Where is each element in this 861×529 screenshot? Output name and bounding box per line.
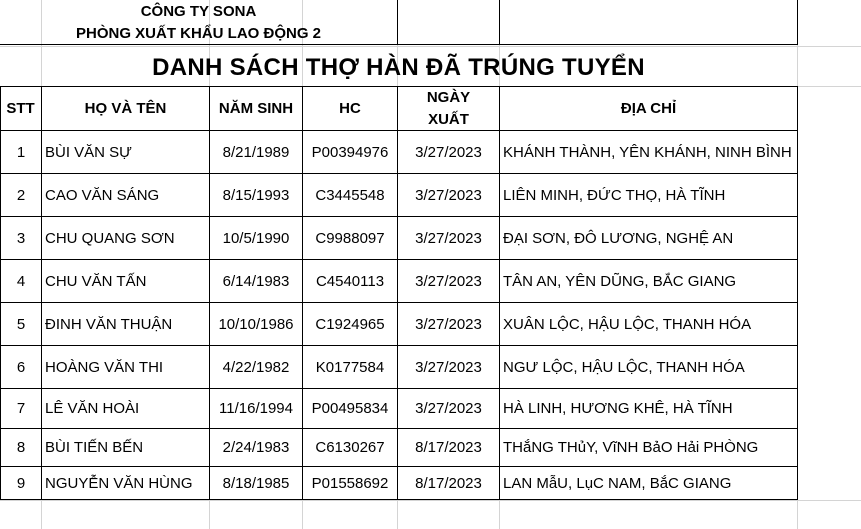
header-stt: STT [6, 99, 35, 117]
header-exit-date-line1: NGÀY [426, 88, 471, 106]
cell-stt: 5 [16, 315, 26, 333]
cell-address: LAN MẫU, LụC NAM, BắC GIANG [503, 474, 732, 492]
cell-birth: 10/10/1986 [218, 315, 294, 333]
cell-hc: C9988097 [315, 229, 385, 247]
cell-name: CAO VĂN SÁNG [45, 186, 160, 204]
cell-hc: K0177584 [315, 358, 385, 376]
cell-birth: 10/5/1990 [222, 229, 290, 247]
cell-stt: 2 [16, 186, 26, 204]
company-name: CÔNG TY SONA [140, 2, 257, 20]
cell-address: THắNG THủY, VĩNH BảO Hải PHÒNG [503, 439, 759, 456]
cell-address: ĐẠI SƠN, ĐÔ LƯƠNG, NGHỆ AN [503, 229, 734, 247]
cell-birth: 8/18/1985 [222, 474, 290, 492]
cell-name: BÙI VĂN SỰ [45, 143, 132, 161]
cell-hc: C3445548 [315, 186, 385, 204]
header-exit-date-line2: XUẤT [428, 110, 469, 128]
cell-stt: 1 [16, 143, 26, 161]
cell-name: HOÀNG VĂN THI [45, 358, 164, 376]
header-exit-date [398, 87, 499, 130]
cell-exit-date: 8/17/2023 [415, 439, 482, 456]
border-line [499, 0, 500, 45]
cell-name: NGUYỄN VĂN HÙNG [45, 474, 193, 492]
cell-exit-date: 3/27/2023 [415, 143, 482, 161]
cell-exit-date: 3/27/2023 [415, 400, 482, 417]
page-title: DANH SÁCH THỢ HÀN ĐÃ TRÚNG TUYỂN [152, 54, 645, 81]
header-address: ĐỊA CHỈ [620, 99, 677, 117]
cell-hc: P00394976 [311, 143, 389, 161]
gridline-horizontal [0, 46, 861, 47]
cell-name: ĐINH VĂN THUẬN [45, 315, 173, 333]
cell-hc: C1924965 [315, 315, 385, 333]
border-line [0, 499, 798, 500]
border-line [797, 86, 798, 500]
cell-hc: C4540113 [315, 272, 385, 290]
border-line [397, 0, 398, 45]
cell-birth: 2/24/1983 [222, 439, 290, 456]
cell-exit-date: 3/27/2023 [415, 315, 482, 333]
cell-stt: 8 [16, 439, 26, 456]
cell-address: KHÁNH THÀNH, YÊN KHÁNH, NINH BÌNH [503, 143, 792, 161]
border-line [797, 0, 798, 45]
cell-birth: 8/15/1993 [222, 186, 290, 204]
cell-address: LIÊN MINH, ĐỨC THỌ, HÀ TĨNH [503, 186, 726, 204]
cell-stt: 6 [16, 358, 26, 376]
gridline-horizontal [0, 500, 861, 501]
cell-name: CHU QUANG SƠN [45, 229, 175, 247]
cell-birth: 4/22/1982 [222, 358, 290, 376]
cell-exit-date: 3/27/2023 [415, 272, 482, 290]
cell-hc: C6130267 [315, 439, 385, 456]
cell-birth: 6/14/1983 [222, 272, 290, 290]
cell-address: TÂN AN, YÊN DŨNG, BẮC GIANG [503, 272, 737, 290]
cell-address: NGƯ LỘC, HẬU LỘC, THANH HÓA [503, 358, 745, 376]
cell-name: LÊ VĂN HOÀI [45, 400, 140, 417]
cell-birth: 11/16/1994 [219, 400, 293, 417]
cell-stt: 7 [16, 400, 26, 417]
cell-name: CHU VĂN TẤN [45, 272, 147, 290]
cell-exit-date: 3/27/2023 [415, 186, 482, 204]
cell-stt: 9 [16, 474, 26, 492]
cell-name: BÙI TIẾN BẾN [45, 439, 144, 456]
cell-hc: P01558692 [311, 474, 389, 492]
cell-birth: 8/21/1989 [222, 143, 290, 161]
header-name: HỌ VÀ TÊN [84, 99, 167, 117]
cell-stt: 3 [16, 229, 26, 247]
border-line [0, 44, 798, 45]
header-birth: NĂM SINH [218, 99, 294, 117]
cell-address: XUÂN LỘC, HẬU LỘC, THANH HÓA [503, 315, 752, 333]
cell-exit-date: 3/27/2023 [415, 358, 482, 376]
header-hc: HC [339, 99, 361, 117]
cell-exit-date: 3/27/2023 [415, 229, 482, 247]
cell-hc: P00495834 [311, 400, 389, 417]
company-department: PHÒNG XUẤT KHẨU LAO ĐỘNG 2 [75, 24, 321, 42]
cell-address: HÀ LINH, HƯƠNG KHÊ, HÀ TĨNH [503, 400, 733, 417]
cell-exit-date: 8/17/2023 [415, 474, 482, 492]
cell-stt: 4 [16, 272, 26, 290]
